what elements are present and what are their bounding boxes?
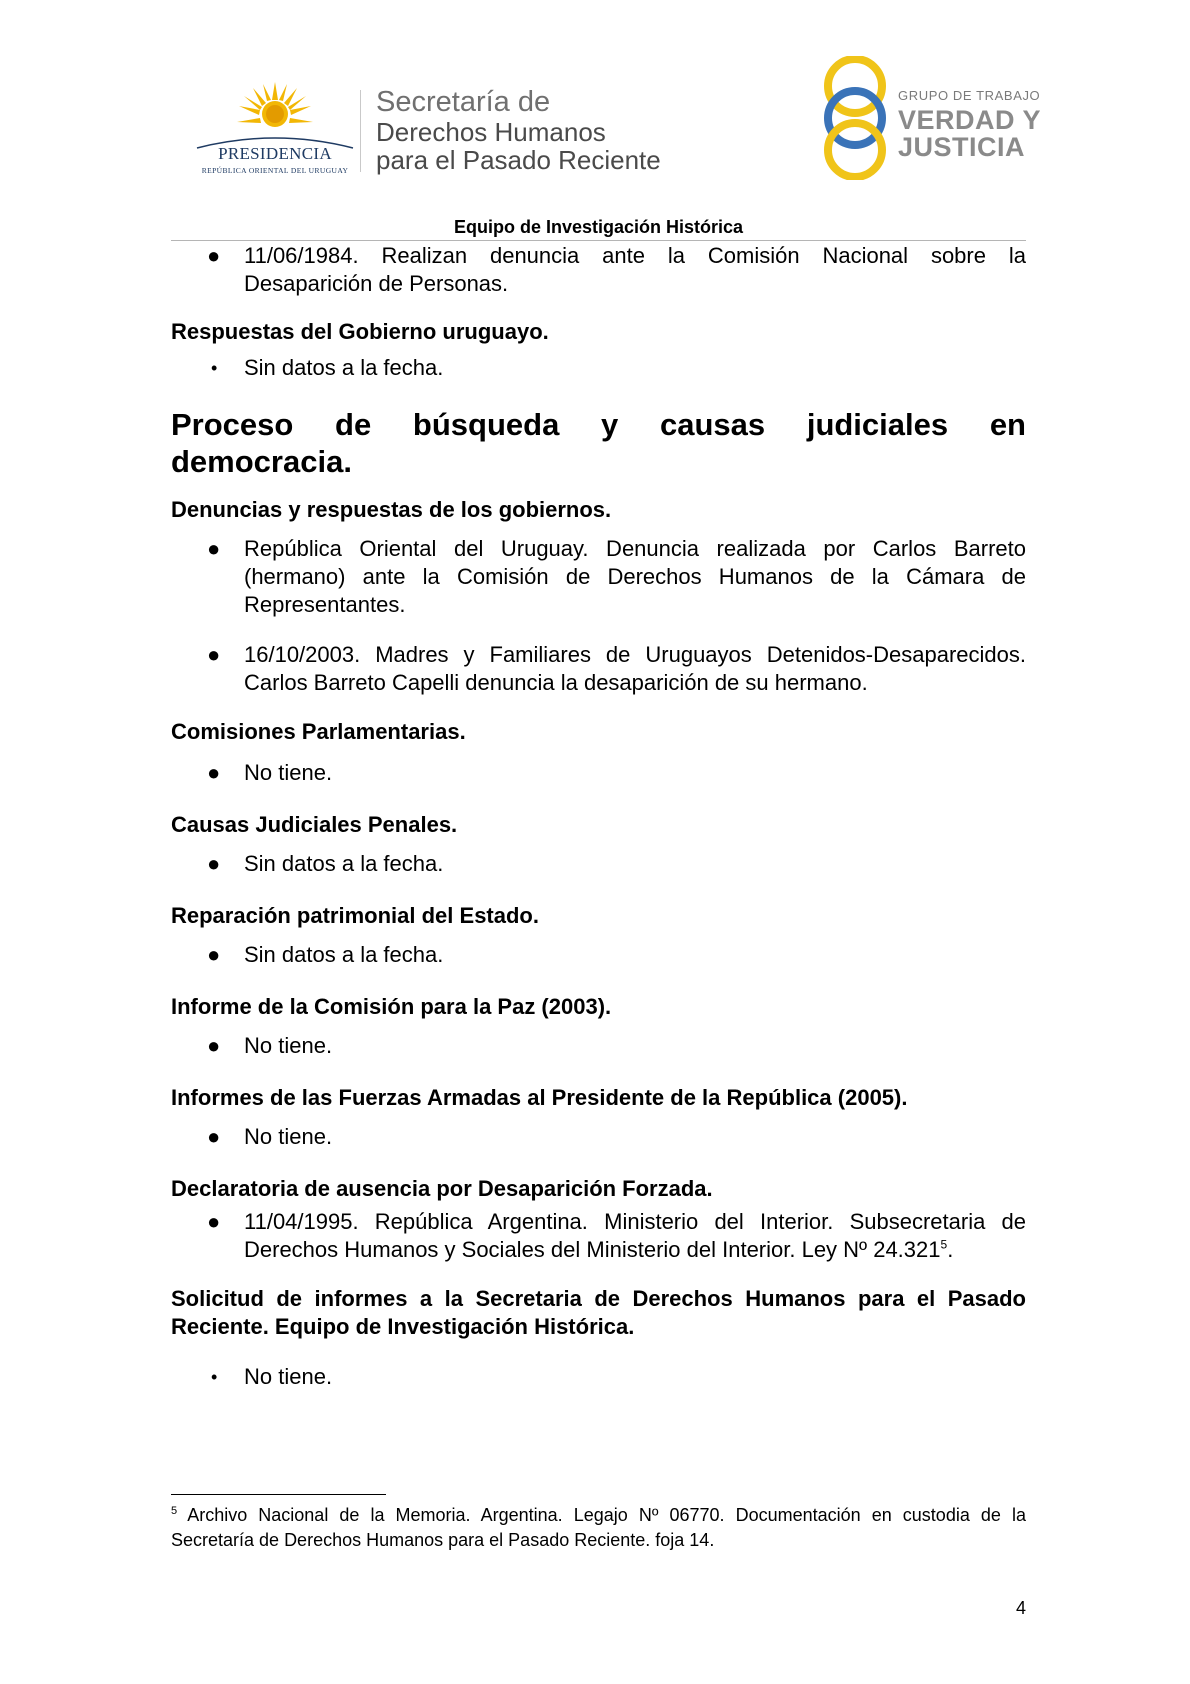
presidencia-wordmark: PRESIDENCIA: [218, 144, 332, 163]
gvj-line3: JUSTICIA: [898, 132, 1026, 162]
section-heading: Informes de las Fuerzas Armadas al Presidente de la República (2005).: [171, 1085, 908, 1110]
list-item-text: Sin datos a la fecha.: [244, 355, 444, 380]
bullet-icon: ●: [207, 536, 221, 561]
page-header: [0, 0, 1190, 240]
secretaria-title: [376, 88, 661, 173]
verdad-justicia-rings-icon: [820, 56, 890, 180]
list-item: [171, 1032, 1026, 1060]
bullet-icon: ●: [207, 642, 221, 667]
verdad-justicia-logo-text: [898, 88, 1041, 161]
section-heading: Denuncias y respuestas de los gobiernos.: [171, 497, 612, 522]
running-head: Equipo de Investigación Histórica: [453, 217, 744, 237]
list-item: [171, 641, 1026, 697]
list-item-text: República Oriental del Uruguay. Denuncia realizada por Carlos Barreto (hermano) ante la Comisión de Derechos Humanos de la Cámara de Representantes.: [244, 536, 1026, 617]
secretaria-line3: para el Pasado Reciente: [376, 145, 661, 175]
list-item: [171, 850, 1026, 878]
gvj-line1: GRUPO DE TRABAJO: [898, 88, 1041, 103]
section-heading: Causas Judiciales Penales.: [171, 812, 458, 837]
page-number: 4: [1015, 1598, 1026, 1618]
bullet-icon: •: [211, 358, 218, 378]
presidencia-logo: [195, 80, 355, 180]
header-divider: [360, 90, 361, 172]
footnote: [171, 1503, 1026, 1553]
list-item: [171, 1363, 1026, 1391]
list-item-text-end: .: [947, 1237, 954, 1262]
secretaria-line2: Derechos Humanos: [376, 117, 606, 147]
list-item-text: No tiene.: [244, 760, 333, 785]
footnote-mark: 5: [171, 1505, 178, 1517]
footnote-text: Archivo Nacional de la Memoria. Argentina. Legajo Nº 06770. Documentación en custodia de la Secretaría de Derechos Humanos para el Pasado Reciente. foja 14.: [171, 1505, 1026, 1550]
document-body: [171, 242, 1026, 1391]
major-heading-line1: Proceso de búsqueda y causas judiciales en: [171, 407, 1026, 442]
list-item: [171, 354, 1026, 382]
list-item: [171, 759, 1026, 787]
list-item: [171, 242, 1026, 298]
list-item-text: No tiene.: [244, 1033, 333, 1058]
section-heading: Comisiones Parlamentarias.: [171, 719, 466, 744]
footnote-separator: [171, 1494, 386, 1495]
list-item-text: 16/10/2003. Madres y Familiares de Uruguayos Detenidos-Desaparecidos. Carlos Barreto Capelli denuncia la desaparición de su hermano.: [244, 642, 1026, 695]
bullet-icon: ●: [207, 1124, 221, 1149]
list-item: [171, 1208, 1026, 1264]
section-heading: Respuestas del Gobierno uruguayo.: [171, 319, 549, 344]
major-heading: [171, 406, 1026, 480]
gvj-line2: VERDAD Y: [898, 105, 1042, 135]
footnote-reference[interactable]: 5: [940, 1237, 948, 1252]
bullet-icon: ●: [207, 1033, 221, 1058]
running-head-rule: [171, 240, 1026, 241]
bullet-icon: ●: [207, 1209, 221, 1234]
list-item: [171, 535, 1026, 619]
list-item-text: Sin datos a la fecha.: [244, 942, 444, 967]
section-heading: Reparación patrimonial del Estado.: [171, 903, 539, 928]
list-item: [171, 941, 1026, 969]
bullet-icon: ●: [207, 942, 221, 967]
bullet-icon: •: [211, 1367, 218, 1387]
list-item-text: 11/04/1995. República Argentina. Ministerio del Interior. Subsecretaria de Derechos Humanos y Sociales del Ministerio del Interior. Ley Nº 24.321: [244, 1209, 1026, 1262]
list-item-text: No tiene.: [244, 1124, 333, 1149]
list-item-text: No tiene.: [244, 1364, 333, 1389]
major-heading-line2: democracia.: [171, 444, 352, 479]
section-heading: Informe de la Comisión para la Paz (2003).: [171, 994, 612, 1019]
secretaria-line1: Secretaría de: [376, 86, 551, 118]
bullet-icon: ●: [207, 243, 221, 268]
bullet-icon: ●: [207, 851, 221, 876]
section-heading: Declaratoria de ausencia por Desaparición Forzada.: [171, 1176, 713, 1201]
bullet-icon: ●: [207, 760, 221, 785]
list-item: [171, 1123, 1026, 1151]
list-item-text: Sin datos a la fecha.: [244, 851, 444, 876]
presidencia-subtitle: REPÚBLICA ORIENTAL DEL URUGUAY: [201, 166, 349, 175]
list-item-text: 11/06/1984. Realizan denuncia ante la Comisión Nacional sobre la Desaparición de Personas.: [244, 243, 1026, 296]
section-heading: Solicitud de informes a la Secretaria de Derechos Humanos para el Pasado Reciente. Equipo de Investigación Histórica.: [171, 1286, 1026, 1339]
